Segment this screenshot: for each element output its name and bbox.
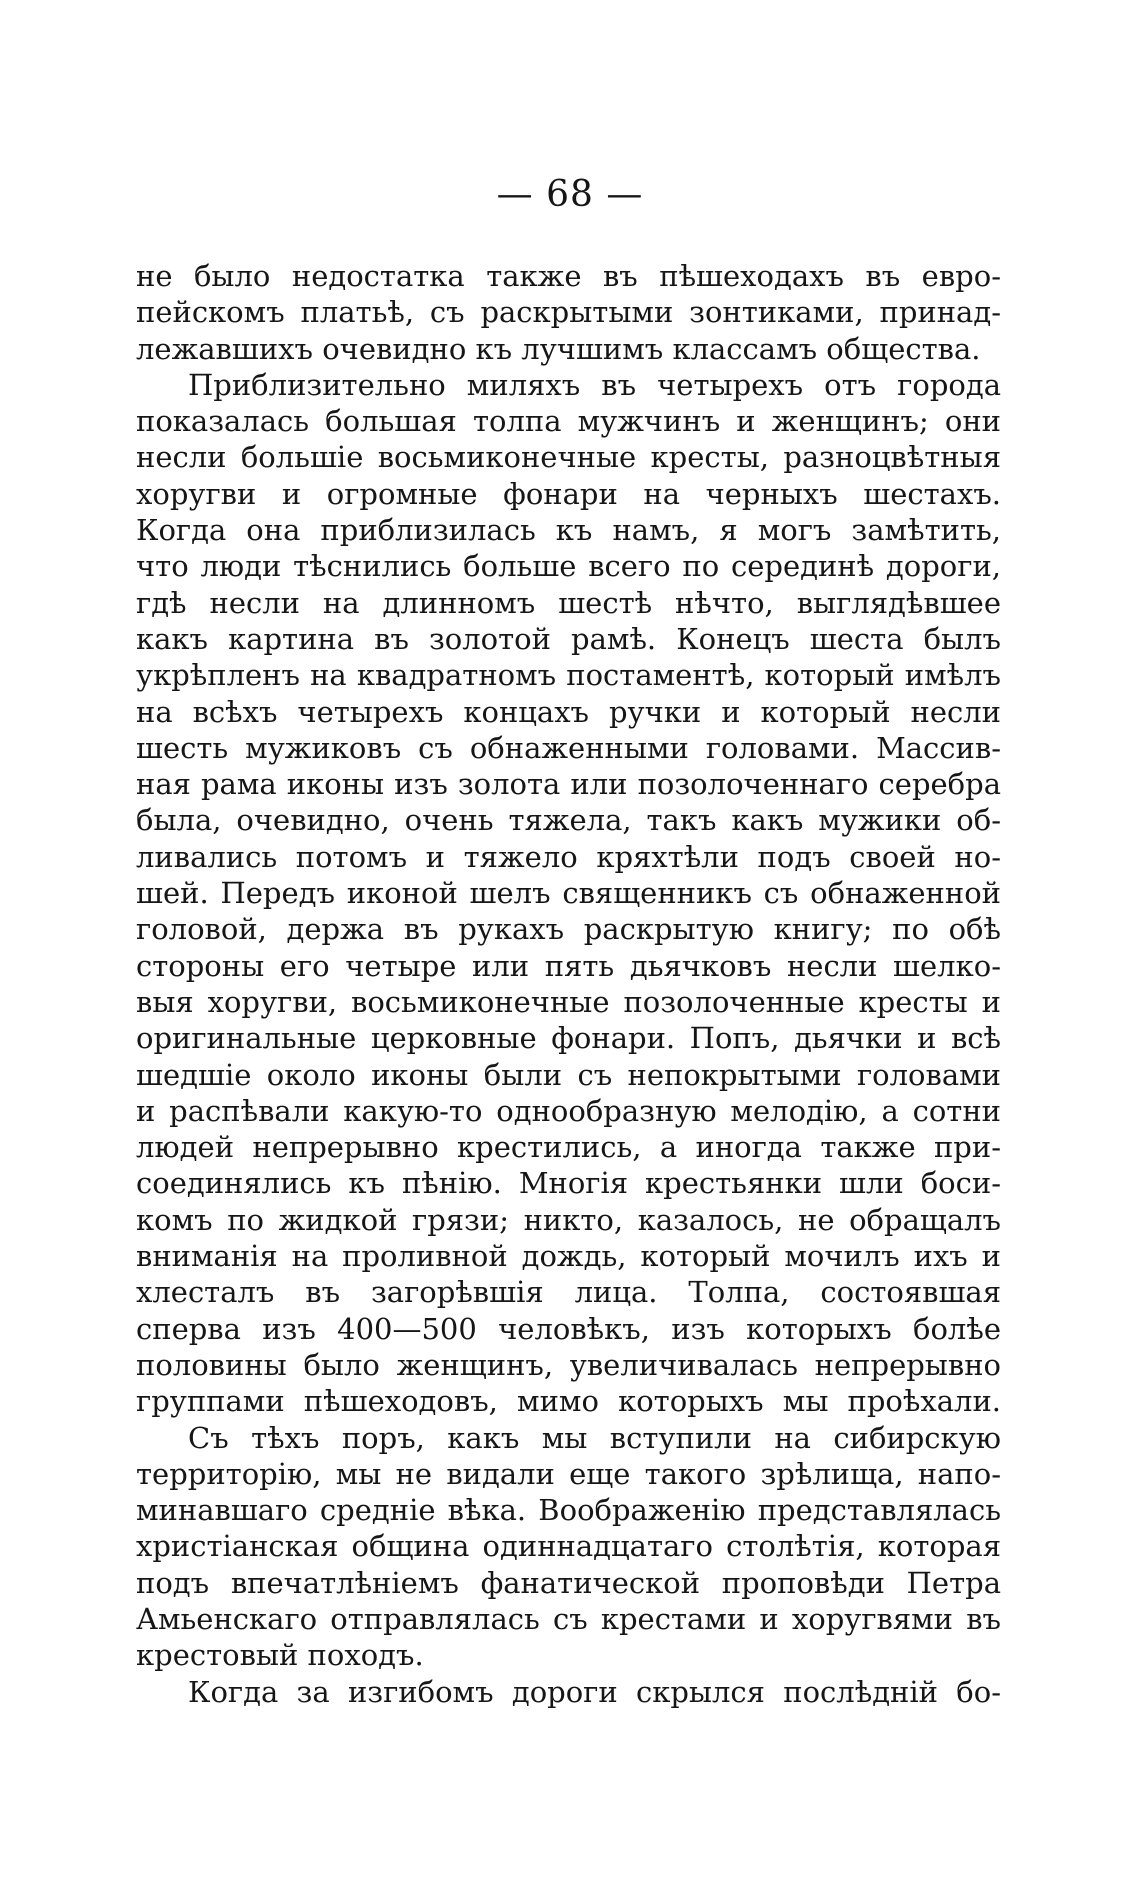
- text-line: подъ впечатлѣніемъ фанатической проповѣди Петра: [136, 1565, 1001, 1600]
- text-line: какъ картина въ золотой рамѣ. Конецъ шеста былъ: [136, 621, 1001, 656]
- text-line: шесть мужиковъ съ обнаженными головами. Массив-: [136, 730, 1001, 765]
- text-line: ная рама иконы изъ золота или позолоченнаго серебра: [136, 767, 1001, 802]
- text-line: людей непрерывно крестились, а иногда также при-: [136, 1130, 1001, 1165]
- text-line: несли большіе восьмиконечные кресты, разноцвѣтныя: [136, 440, 1001, 475]
- text-line: минавшаго средніе вѣка. Воображенію представлялась: [136, 1493, 1001, 1528]
- text-line: соединялись къ пѣнію. Многія крестьянки шли боси-: [136, 1166, 1001, 1201]
- text-line: группами пѣшеходовъ, мимо которыхъ мы проѣхали.: [136, 1384, 1001, 1419]
- text-line: выя хоругви, восьмиконечные позолоченные кресты и: [136, 984, 1001, 1019]
- text-line: сперва изъ 400—500 человѣкъ, изъ которыхъ болѣе: [136, 1311, 1001, 1346]
- text-line: была, очевидно, очень тяжела, такъ какъ мужики об-: [136, 803, 1001, 838]
- text-line: Амьенскаго отправлялась съ крестами и хоругвями въ: [136, 1601, 1001, 1636]
- text-line: Съ тѣхъ поръ, какъ мы вступили на сибирскую: [188, 1420, 1001, 1455]
- text-line: хлесталъ въ загорѣвшія лица. Толпа, состоявшая: [136, 1275, 1001, 1310]
- text-line: шедшіе около иконы были съ непокрытыми головами: [136, 1057, 1001, 1092]
- body-text: [136, 258, 1001, 1710]
- text-line: лежавшихъ очевидно къ лучшимъ классамъ общества.: [136, 331, 981, 366]
- text-line: территорію, мы не видали еще такого зрѣлища, напо-: [136, 1456, 1001, 1491]
- text-line: христіанская община одиннадцатаго столѣтія, которая: [136, 1529, 1001, 1564]
- text-line: оригинальные церковные фонари. Попъ, дьячки и всѣ: [136, 1021, 1001, 1056]
- text-line: укрѣпленъ на квадратномъ постаментѣ, который имѣлъ: [136, 658, 1001, 693]
- text-line: Когда она приблизилась къ намъ, я могъ замѣтить,: [136, 513, 1001, 548]
- text-line: показалась большая толпа мужчинъ и женщинъ; они: [136, 404, 1001, 439]
- text-line: Когда за изгибомъ дороги скрылся послѣдній бо-: [188, 1674, 1001, 1709]
- text-line: Приблизительно миляхъ въ четырехъ отъ города: [188, 367, 1001, 402]
- text-line: крестовый походъ.: [136, 1638, 424, 1673]
- text-line: что люди тѣснились больше всего по серединѣ дороги,: [136, 549, 1001, 584]
- text-line: стороны его четыре или пять дьячковъ несли шелко-: [136, 948, 1001, 983]
- text-line: половины было женщинъ, увеличивалась непрерывно: [136, 1347, 1001, 1382]
- text-line: и распѣвали какую-то однообразную мелодію, а сотни: [136, 1093, 1001, 1128]
- text-line: вниманія на проливной дождь, который мочилъ ихъ и: [136, 1239, 1001, 1274]
- text-line: шей. Передъ иконой шелъ священникъ съ обнаженной: [136, 876, 1001, 911]
- text-line: на всѣхъ четырехъ концахъ ручки и который несли: [136, 694, 1001, 729]
- text-line: пейскомъ платьѣ, съ раскрытыми зонтиками, принад-: [136, 295, 1001, 330]
- text-line: комъ по жидкой грязи; никто, казалось, не обращалъ: [136, 1202, 1001, 1237]
- text-line: головой, держа въ рукахъ раскрытую книгу; по обѣ: [136, 912, 1001, 947]
- text-line: гдѣ несли на длинномъ шестѣ нѣчто, выглядѣвшее: [136, 585, 1001, 620]
- text-line: ливались потомъ и тяжело кряхтѣли подъ своей но-: [136, 839, 1001, 874]
- text-line: не было недостатка также въ пѣшеходахъ въ евро-: [136, 259, 1001, 293]
- text-line: хоругви и огромные фонари на черныхъ шестахъ.: [136, 476, 1001, 511]
- page-number: — 68 —: [496, 174, 644, 215]
